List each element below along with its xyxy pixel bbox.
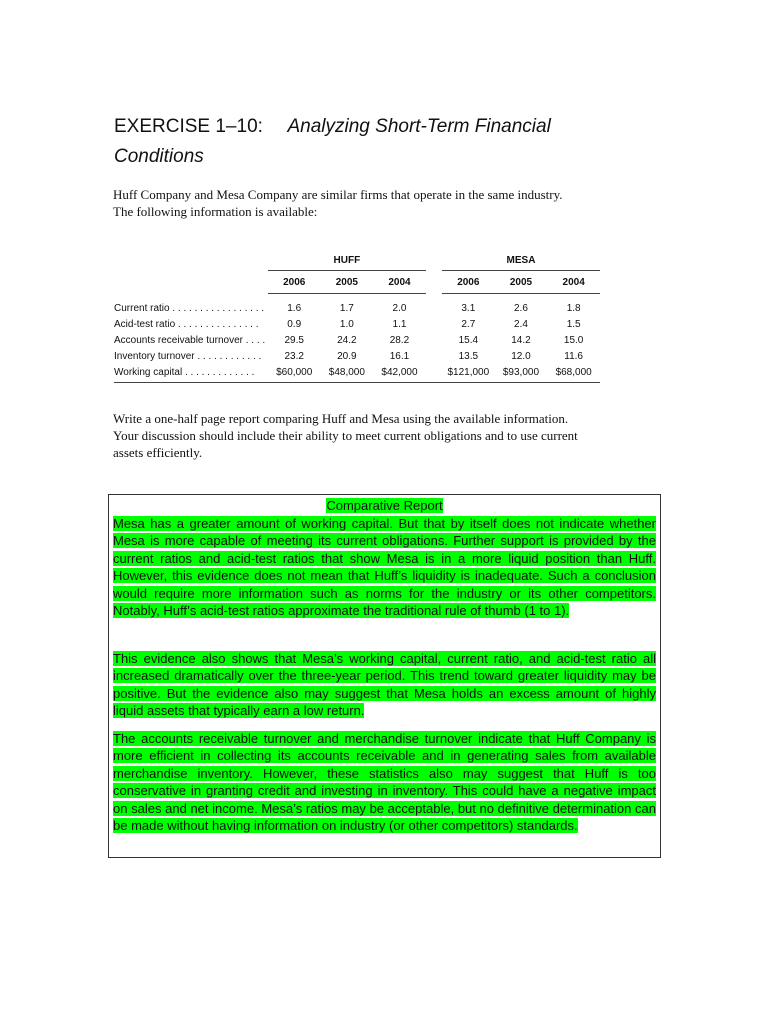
table-row [114,332,600,348]
report-title-wrap [113,497,656,514]
exercise-title-line1: Analyzing Short-Term Financial [287,116,551,137]
table-row [114,348,600,364]
table-cell: 1.6 [287,302,302,314]
table-cell: 13.5 [458,350,479,362]
table-row [114,316,600,332]
table-cell: 0.9 [287,318,302,330]
prompt-line-2: Your discussion should include their ability to meet current obligations and to use current [113,428,578,443]
report-paragraph-2 [113,650,656,720]
year-header: 2004 [547,271,600,294]
table-cell: 16.1 [389,350,410,362]
table-row [114,364,600,383]
table-row [114,300,600,316]
table-cell: $68,000 [547,364,600,383]
table-cell: 1.8 [566,302,581,314]
report-title: Comparative Report [326,498,443,513]
row-label: Working capital . . . . . . . . . . . . . [114,364,268,383]
table-cell: 11.6 [564,350,583,362]
table-cell: $93,000 [495,364,548,383]
table-cell: 20.9 [337,350,357,362]
report-paragraph-1-text: Mesa has a greater amount of working capital. But that by itself does not indicate whether Mesa is more capable of meeting its current obligations. Further support is provided by the current ratios and acid-test ratios that show Mesa is in a more liquid position than Huff. However, this evidence does not mean that Huff’s liquidity is inadequate. Such a conclusion would require more information such as norms for the industry or its other competitors. Notably, Huff’s acid-test ratios approximate the traditional rule of thumb (1 to 1). [113,516,656,619]
row-label: Accounts receivable turnover . . . . [114,334,266,346]
exercise-title-line2: Conditions [114,146,204,167]
intro-line-1: Huff Company and Mesa Company are similar firms that operate in the same industry. [113,187,563,202]
table-cell: $60,000 [268,364,321,383]
table-cell: 2.6 [514,302,528,314]
group-header-huff: HUFF [268,250,426,271]
intro-line-2: The following information is available: [113,204,318,219]
year-header: 2005 [321,271,374,294]
table-cell: 24.2 [337,334,357,346]
row-label: Current ratio . . . . . . . . . . . . . . . . . [114,302,265,314]
prompt-line-3: assets efficiently. [113,445,203,460]
row-label: Inventory turnover . . . . . . . . . . . . [114,350,262,362]
table-cell: $48,000 [321,364,374,383]
table-cell: 2.7 [461,318,476,330]
report-frame-right [660,494,661,858]
table-cell: 14.2 [511,334,531,346]
intro-text [113,186,673,220]
table-cell: 1.1 [392,318,407,330]
year-header: 2004 [373,271,426,294]
table-cell: 28.2 [389,334,410,346]
table-cell: 15.0 [563,334,584,346]
year-header: 2006 [268,271,321,294]
table-cell: 23.2 [284,350,304,362]
table-cell: 1.5 [566,318,581,330]
report-paragraph-3-text: The accounts receivable turnover and merchandise turnover indicate that Huff Company is more efficient in collecting its accounts receivable and in generating sales from available merchandise inventory. However, these statistics also may suggest that Huff is too conservative in granting credit and investing in inventory. This could have a negative impact on sales and net income. Mesa’s ratios may be acceptable, but no definitive determination can be made without having information on industry (or other competitors) standards. [113,731,656,834]
table-cell: 3.1 [461,302,476,314]
report-paragraph-2-text: This evidence also shows that Mesa’s working capital, current ratio, and acid-test ratio all increased dramatically over the three-year period. This trend toward greater liquidity may be positive. But the evidence also may suggest that Mesa holds an excess amount of highly liquid assets that typically earn a low return. [113,651,656,719]
table-cell: 1.7 [339,302,354,314]
report-frame-bottom [108,857,661,858]
table-cell: $121,000 [442,364,495,383]
table-cell: 12.0 [511,350,531,362]
table-cell: 29.5 [284,334,304,346]
assignment-prompt [113,410,673,461]
report-frame-left [108,494,109,858]
exercise-title [114,112,714,172]
table-cell: 2.4 [514,318,528,330]
financial-table [114,250,600,383]
table-cell: 1.0 [339,318,354,330]
year-header: 2006 [442,271,495,294]
report-paragraph-1 [113,515,656,619]
report-paragraph-3 [113,730,656,834]
year-header: 2005 [495,271,548,294]
row-label: Acid-test ratio . . . . . . . . . . . . . . . [114,318,259,330]
exercise-number: EXERCISE 1–10: [114,116,263,137]
prompt-line-1: Write a one-half page report comparing Huff and Mesa using the available information. [113,411,569,426]
group-header-mesa: MESA [442,250,600,271]
table-cell: $42,000 [373,364,426,383]
table-cell: 2.0 [392,302,407,314]
table-cell: 15.4 [458,334,479,346]
report-frame-top [109,494,661,495]
